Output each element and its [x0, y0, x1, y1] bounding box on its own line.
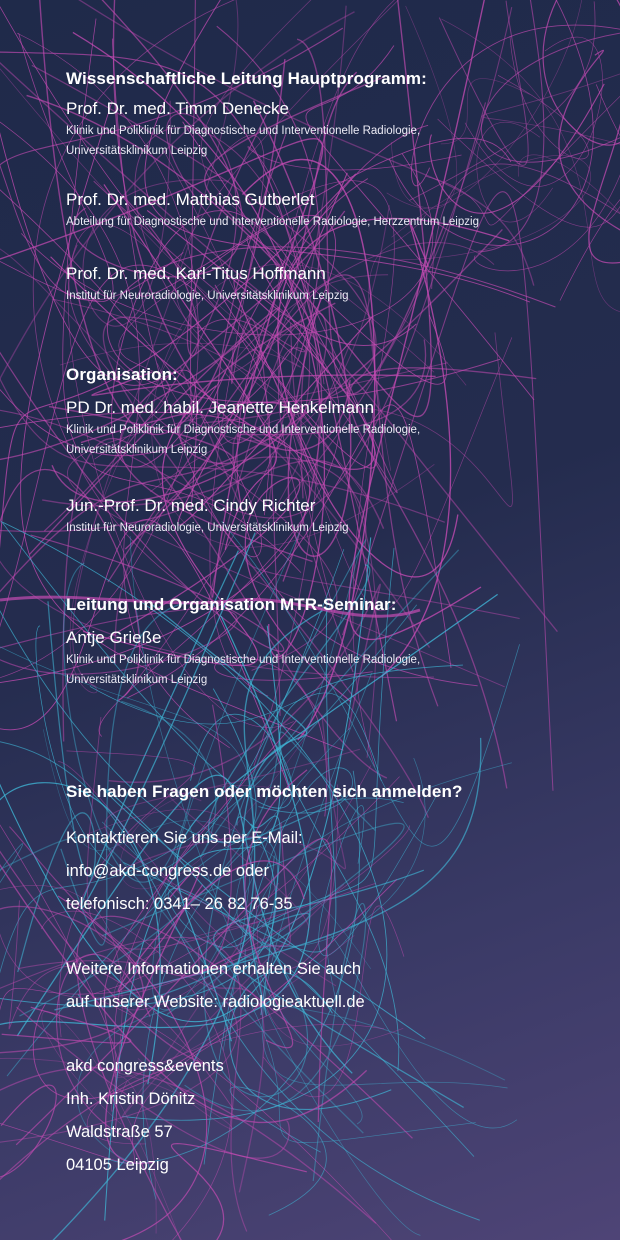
decorative-line	[103, 317, 428, 818]
person-name: Prof. Dr. med. Karl-Titus Hoffmann	[66, 264, 326, 283]
decorative-line	[247, 236, 446, 384]
website-intro: Weitere Informationen erhalten Sie auch	[66, 960, 362, 978]
person-affiliation: Klinik und Poliklinik für Diagnostische und Interventionelle Radiologie,	[66, 654, 421, 666]
contact-heading-block	[66, 781, 606, 803]
person-henkelmann	[66, 396, 606, 460]
person-gutberlet	[66, 188, 606, 232]
contact-email-link[interactable]: info@akd-congress.de oder	[66, 862, 269, 880]
decorative-line	[44, 114, 236, 532]
address-city: 04105 Leipzig	[66, 1156, 169, 1174]
decorative-line	[201, 0, 434, 372]
decorative-line	[17, 775, 352, 1073]
mtr-seminar-heading: Leitung und Organisation MTR-Seminar:	[66, 595, 397, 614]
person-affiliation: Klinik und Poliklinik für Diagnostische und Interventionelle Radiologie,	[66, 125, 421, 137]
person-affiliation: Abteilung für Diagnostische und Interventionelle Radiologie, Herzzentrum Leipzig	[66, 216, 479, 228]
contact-email-intro: Kontaktieren Sie uns per E-Mail:	[66, 829, 303, 847]
contact-heading: Sie haben Fragen oder möchten sich anmelden?	[66, 782, 463, 801]
person-denecke	[66, 97, 606, 161]
address-street: Waldstraße 57	[66, 1123, 173, 1141]
contact-email-block	[66, 822, 606, 921]
main-program-heading: Wissenschaftliche Leitung Hauptprogramm:	[66, 69, 427, 88]
person-richter	[66, 494, 606, 538]
mtr-seminar-heading-block	[66, 594, 606, 616]
decorative-line	[0, 192, 445, 522]
contact-website-block	[66, 953, 606, 1019]
address-company: akd congress&events	[66, 1057, 224, 1075]
decorative-line	[0, 1085, 56, 1178]
person-name: Jun.-Prof. Dr. med. Cindy Richter	[66, 496, 316, 515]
person-affiliation: Institut für Neuroradiologie, Universitätsklinikum Leipzig	[66, 290, 349, 302]
website-link[interactable]: auf unserer Website: radiologieaktuell.de	[66, 993, 365, 1011]
decorative-line	[90, 686, 381, 780]
person-name: Prof. Dr. med. Matthias Gutberlet	[66, 190, 315, 209]
person-affiliation: Universitätsklinikum Leipzig	[66, 444, 208, 456]
person-name: Antje Grieße	[66, 628, 162, 647]
organisation-heading-block	[66, 364, 606, 386]
address-block	[66, 1050, 606, 1182]
person-affiliation: Institut für Neuroradiologie, Universitätsklinikum Leipzig	[66, 522, 349, 534]
person-affiliation: Klinik und Poliklinik für Diagnostische und Interventionelle Radiologie,	[66, 424, 421, 436]
decorative-line	[0, 844, 23, 955]
contact-phone: telefonisch: 0341– 26 82 76-35	[66, 895, 293, 913]
person-affiliation: Universitätsklinikum Leipzig	[66, 145, 208, 157]
person-name: Prof. Dr. med. Timm Denecke	[66, 99, 289, 118]
decorative-line	[254, 101, 351, 557]
person-hoffmann	[66, 262, 606, 306]
address-owner: Inh. Kristin Dönitz	[66, 1090, 196, 1108]
person-name: PD Dr. med. habil. Jeanette Henkelmann	[66, 398, 375, 417]
decorative-line	[234, 279, 416, 496]
person-affiliation: Universitätsklinikum Leipzig	[66, 674, 208, 686]
main-program-heading-block	[66, 68, 606, 90]
decorative-line	[21, 154, 432, 335]
decorative-line	[349, 0, 491, 639]
organisation-heading: Organisation:	[66, 365, 178, 384]
person-griesse	[66, 626, 606, 690]
